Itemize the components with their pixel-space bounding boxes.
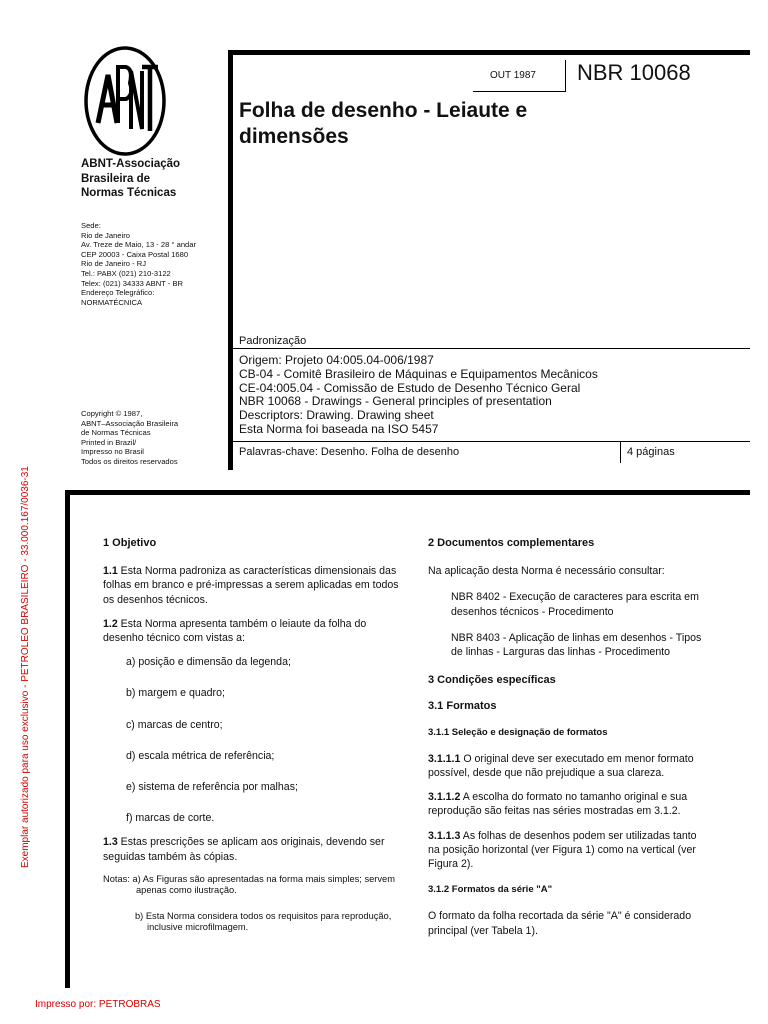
copyright-line: de Normas Técnicas bbox=[81, 428, 151, 438]
note-a: Notas: a) As Figuras são apresentadas na forma mais simples; servem apenas como ilustração. bbox=[103, 873, 395, 896]
divider bbox=[620, 441, 621, 463]
reference-item: NBR 8402 - Execução de caracteres para escrita em desenhos técnicos - Procedimento bbox=[451, 591, 699, 618]
origin-block bbox=[239, 354, 749, 437]
paragraph: O formato da folha recortada da série "A" é considerado principal (ver Tabela 1). bbox=[428, 910, 692, 937]
divider bbox=[233, 441, 750, 442]
paragraph bbox=[103, 564, 399, 607]
organization-name bbox=[81, 157, 221, 201]
subsection-title: 3.1 Formatos bbox=[428, 700, 497, 713]
paragraph-text: Esta Norma apresenta também o leiaute da folha do desenho técnico com vistas a: bbox=[103, 617, 367, 645]
origin-line: CE-04:005.04 - Comissão de Estudo de Desenho Técnico Geral bbox=[239, 380, 581, 395]
print-footer: Impresso por: PETROBRAS bbox=[35, 999, 161, 1010]
header-vertical-rule bbox=[228, 50, 233, 470]
list-item: a) posição e dimensão da legenda; bbox=[126, 656, 291, 669]
paragraph-number: 3.1.1.1 bbox=[428, 752, 461, 765]
address-line: Av. Treze de Maio, 13 - 28 ° andar bbox=[81, 240, 197, 250]
standard-category: Padronização bbox=[239, 335, 307, 347]
origin-line: Descriptors: Drawing. Drawing sheet bbox=[239, 408, 434, 423]
address-line: CEP 20003 - Caixa Postal 1680 bbox=[81, 249, 189, 259]
paragraph bbox=[428, 752, 702, 780]
right-column bbox=[428, 536, 702, 938]
title-line: dimensões bbox=[239, 125, 349, 148]
origin-line: Origem: Projeto 04:005.04-006/1987 bbox=[239, 353, 434, 367]
address-line: Rio de Janeiro bbox=[81, 230, 130, 240]
paragraph-text: A escolha do formato no tamanho original e sua reprodução são feitas nas séries mostradas em 3.1.2. bbox=[428, 791, 688, 818]
paragraph-text: Estas prescrições se aplicam aos originais, devendo ser seguidas também às cópias. bbox=[103, 836, 385, 863]
org-name-line: Normas Técnicas bbox=[81, 187, 177, 199]
title-line: Folha de desenho - Leiaute e bbox=[239, 99, 528, 122]
list-item: c) marcas de centro; bbox=[126, 718, 223, 731]
header-top-rule bbox=[228, 50, 750, 55]
copyright-line: ABNT–Associação Brasileira bbox=[81, 418, 179, 428]
subsection-title: 3.1.2 Formatos da série "A" bbox=[428, 884, 553, 896]
address-line: Endereço Telegráfico: bbox=[81, 288, 155, 298]
list-item: e) sistema de referência por malhas; bbox=[126, 781, 298, 794]
section-title: 2 Documentos complementares bbox=[428, 537, 595, 549]
page-count: 4 páginas bbox=[627, 446, 675, 458]
copyright-line: Impresso no Brasil bbox=[81, 447, 144, 457]
address-line: NORMATÉCNICA bbox=[81, 297, 143, 307]
body-vertical-rule bbox=[65, 490, 70, 988]
org-name-line: ABNT-Associação bbox=[81, 158, 181, 170]
list-item: b) margem e quadro; bbox=[126, 687, 225, 700]
org-name-line: Brasileira de bbox=[81, 172, 151, 185]
paragraph bbox=[103, 835, 399, 863]
address-line: Rio de Janeiro - RJ bbox=[81, 259, 146, 269]
copyright-line: Todos os direitos reservados bbox=[81, 456, 178, 466]
standard-number: NBR 10068 bbox=[577, 60, 691, 85]
paragraph-text: Esta Norma padroniza as características dimensionais das folhas em branco e pré-impressas a serem aplicadas em todos os desenhos técnicos. bbox=[103, 565, 399, 606]
paragraph bbox=[103, 617, 399, 645]
body-top-rule bbox=[65, 490, 750, 495]
paragraph-text: O original deve ser executado em menor formato possível, desde que não prejudique a sua clareza. bbox=[428, 752, 694, 780]
paragraph-number: 1.2 bbox=[103, 617, 118, 630]
origin-line: CB-04 - Comitê Brasileiro de Máquinas e Equipamentos Mecânicos bbox=[239, 366, 598, 381]
document-title bbox=[239, 98, 659, 150]
divider bbox=[233, 348, 750, 349]
left-column bbox=[103, 536, 399, 934]
origin-line: NBR 10068 - Drawings - General principles of presentation bbox=[239, 394, 552, 409]
section-title: 3 Condições específicas bbox=[428, 674, 556, 687]
organization-address bbox=[81, 221, 241, 307]
origin-line: Esta Norma foi baseada na ISO 5457 bbox=[239, 421, 439, 436]
item-list bbox=[126, 655, 399, 825]
paragraph-number: 1.3 bbox=[103, 836, 118, 849]
abnt-logo bbox=[84, 45, 166, 157]
subsection-title: 3.1.1 Seleção e designação de formatos bbox=[428, 726, 608, 738]
paragraph: Na aplicação desta Norma é necessário consultar: bbox=[428, 565, 665, 578]
paragraph-number: 3.1.1.3 bbox=[428, 829, 461, 842]
paragraph-number: 3.1.1.2 bbox=[428, 791, 461, 804]
copyright-line: Copyright © 1987, bbox=[81, 409, 143, 418]
list-item: d) escala métrica de referência; bbox=[126, 749, 275, 762]
list-item: f) marcas de corte. bbox=[126, 812, 215, 825]
license-watermark: Exemplar autorizado para uso exclusivo - PETROLEO BRASILEIRO - 33.000.167/0036-31 bbox=[20, 466, 31, 868]
copyright-line: Printed in Brazil/ bbox=[81, 437, 137, 447]
section-title: 1 Objetivo bbox=[103, 537, 157, 549]
publication-date: OUT 1987 bbox=[490, 70, 536, 81]
reference-item: NBR 8403 - Aplicação de linhas em desenhos - Tipos de linhas - Larguras das linhas - Procedimento bbox=[451, 631, 702, 659]
paragraph bbox=[428, 790, 702, 818]
paragraph bbox=[428, 829, 702, 872]
copyright-notice bbox=[81, 409, 241, 467]
address-line: Telex: (021) 34333 ABNT - BR bbox=[81, 278, 184, 288]
note-b: b) Esta Norma considera todos os requisitos para reprodução, inclusive microfilmagem. bbox=[135, 910, 392, 933]
paragraph-text: As folhas de desenhos podem ser utilizadas tanto na posição horizontal (ver Figura 1) como na vertical (ver Figura 2). bbox=[428, 829, 697, 871]
address-line: Tel.: PABX (021) 210-3122 bbox=[81, 268, 171, 278]
address-line: Sede: bbox=[81, 221, 101, 230]
keywords: Palavras-chave: Desenho. Folha de desenho bbox=[239, 446, 460, 458]
paragraph-number: 1.1 bbox=[103, 565, 118, 578]
